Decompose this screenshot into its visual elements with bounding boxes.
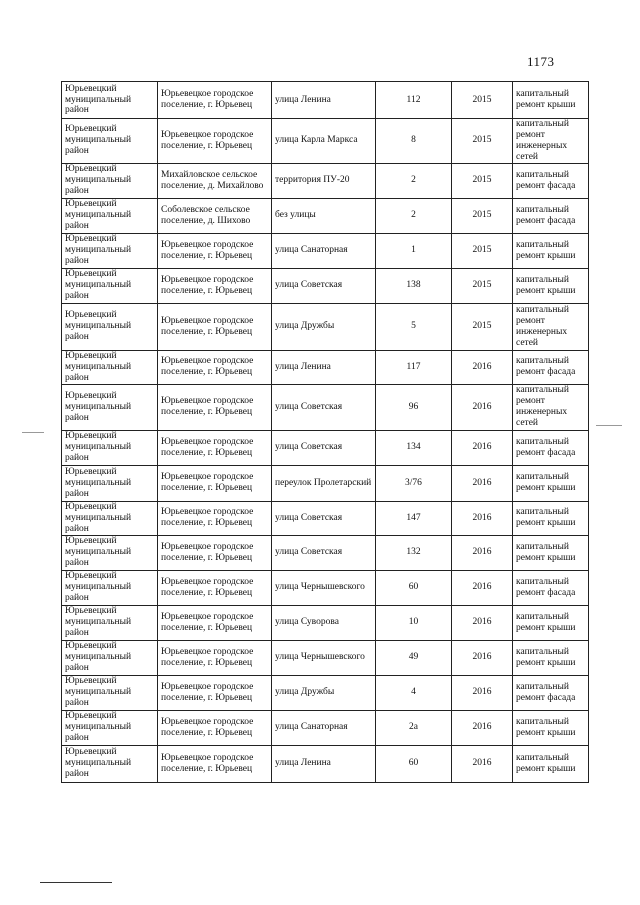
year-cell: 2016 [452,745,513,782]
house-number-cell: 1 [376,233,452,268]
street-cell: улица Советская [272,268,376,303]
house-number-cell: 49 [376,640,452,675]
street-cell: улица Советская [272,501,376,535]
street-cell: улица Карла Маркса [272,119,376,164]
district-cell: Юрьевецкий муниципальный район [62,675,158,710]
district-cell: Юрьевецкий муниципальный район [62,570,158,605]
house-number-cell: 60 [376,570,452,605]
district-cell: Юрьевецкий муниципальный район [62,384,158,430]
table-row [62,163,589,198]
repair-registry-table [61,81,589,783]
table-row [62,605,589,640]
year-cell: 2015 [452,119,513,164]
settlement-cell: Юрьевецкое городское поселение, г. Юрьевец [158,233,272,268]
table-row [62,119,589,164]
house-number-cell: 134 [376,430,452,465]
table-row [62,198,589,233]
district-cell: Юрьевецкий муниципальный район [62,233,158,268]
year-cell: 2016 [452,501,513,535]
table-body [62,82,589,783]
year-cell: 2016 [452,605,513,640]
settlement-cell: Юрьевецкое городское поселение, г. Юрьевец [158,465,272,501]
settlement-cell: Юрьевецкое городское поселение, г. Юрьевец [158,570,272,605]
work-type-cell: капитальный ремонт крыши [513,233,589,268]
street-cell: улица Чернышевского [272,640,376,675]
table-row [62,501,589,535]
table-row [62,640,589,675]
street-cell: улица Советская [272,384,376,430]
work-type-cell: капитальный ремонт фасада [513,430,589,465]
scan-mark-right [596,425,622,426]
house-number-cell: 8 [376,119,452,164]
year-cell: 2016 [452,384,513,430]
house-number-cell: 10 [376,605,452,640]
year-cell: 2015 [452,163,513,198]
table-row [62,384,589,430]
district-cell: Юрьевецкий муниципальный район [62,350,158,384]
house-number-cell: 138 [376,268,452,303]
year-cell: 2015 [452,82,513,119]
street-cell: улица Санаторная [272,233,376,268]
house-number-cell: 2 [376,198,452,233]
district-cell: Юрьевецкий муниципальный район [62,198,158,233]
district-cell: Юрьевецкий муниципальный район [62,535,158,570]
settlement-cell: Юрьевецкое городское поселение, г. Юрьевец [158,501,272,535]
year-cell: 2015 [452,303,513,350]
work-type-cell: капитальный ремонт крыши [513,640,589,675]
settlement-cell: Юрьевецкое городское поселение, г. Юрьевец [158,535,272,570]
table-row [62,465,589,501]
street-cell: без улицы [272,198,376,233]
year-cell: 2015 [452,268,513,303]
settlement-cell: Юрьевецкое городское поселение, г. Юрьевец [158,675,272,710]
footnote-rule [40,882,112,883]
year-cell: 2016 [452,570,513,605]
table-row [62,570,589,605]
settlement-cell: Юрьевецкое городское поселение, г. Юрьевец [158,710,272,745]
settlement-cell: Юрьевецкое городское поселение, г. Юрьевец [158,303,272,350]
district-cell: Юрьевецкий муниципальный район [62,465,158,501]
street-cell: улица Ленина [272,745,376,782]
year-cell: 2016 [452,535,513,570]
house-number-cell: 3/76 [376,465,452,501]
house-number-cell: 112 [376,82,452,119]
page-number: 1173 [527,54,555,69]
work-type-cell: капитальный ремонт фасада [513,198,589,233]
street-cell: улица Советская [272,535,376,570]
district-cell: Юрьевецкий муниципальный район [62,430,158,465]
settlement-cell: Юрьевецкое городское поселение, г. Юрьевец [158,384,272,430]
work-type-cell: капитальный ремонт фасада [513,163,589,198]
year-cell: 2016 [452,350,513,384]
table-row [62,233,589,268]
district-cell: Юрьевецкий муниципальный район [62,303,158,350]
year-cell: 2016 [452,430,513,465]
work-type-cell: капитальный ремонт крыши [513,82,589,119]
work-type-cell: капитальный ремонт крыши [513,501,589,535]
work-type-cell: капитальный ремонт инженерных сетей [513,303,589,350]
settlement-cell: Соболевское сельское поселение, д. Шихово [158,198,272,233]
settlement-cell: Юрьевецкое городское поселение, г. Юрьевец [158,350,272,384]
district-cell: Юрьевецкий муниципальный район [62,605,158,640]
district-cell: Юрьевецкий муниципальный район [62,710,158,745]
work-type-cell: капитальный ремонт крыши [513,710,589,745]
street-cell: улица Ленина [272,82,376,119]
street-cell: переулок Пролетарский [272,465,376,501]
settlement-cell: Юрьевецкое городское поселение, г. Юрьевец [158,605,272,640]
house-number-cell: 4 [376,675,452,710]
year-cell: 2016 [452,675,513,710]
settlement-cell: Юрьевецкое городское поселение, г. Юрьевец [158,119,272,164]
table-row [62,430,589,465]
house-number-cell: 2 [376,163,452,198]
work-type-cell: капитальный ремонт крыши [513,535,589,570]
settlement-cell: Юрьевецкое городское поселение, г. Юрьевец [158,640,272,675]
work-type-cell: капитальный ремонт фасада [513,570,589,605]
house-number-cell: 147 [376,501,452,535]
district-cell: Юрьевецкий муниципальный район [62,268,158,303]
district-cell: Юрьевецкий муниципальный район [62,163,158,198]
table-row [62,710,589,745]
table-row [62,745,589,782]
house-number-cell: 132 [376,535,452,570]
house-number-cell: 96 [376,384,452,430]
house-number-cell: 2а [376,710,452,745]
work-type-cell: капитальный ремонт крыши [513,745,589,782]
house-number-cell: 60 [376,745,452,782]
settlement-cell: Юрьевецкое городское поселение, г. Юрьевец [158,82,272,119]
year-cell: 2015 [452,233,513,268]
street-cell: территория ПУ-20 [272,163,376,198]
district-cell: Юрьевецкий муниципальный район [62,82,158,119]
year-cell: 2015 [452,198,513,233]
table-row [62,303,589,350]
district-cell: Юрьевецкий муниципальный район [62,501,158,535]
table-row [62,350,589,384]
table-row [62,675,589,710]
street-cell: улица Дружбы [272,303,376,350]
work-type-cell: капитальный ремонт крыши [513,268,589,303]
street-cell: улица Суворова [272,605,376,640]
street-cell: улица Чернышевского [272,570,376,605]
work-type-cell: капитальный ремонт инженерных сетей [513,384,589,430]
table-row [62,82,589,119]
year-cell: 2016 [452,710,513,745]
settlement-cell: Юрьевецкое городское поселение, г. Юрьевец [158,430,272,465]
settlement-cell: Михайловское сельское поселение, д. Михайлово [158,163,272,198]
house-number-cell: 5 [376,303,452,350]
street-cell: улица Советская [272,430,376,465]
work-type-cell: капитальный ремонт инженерных сетей [513,119,589,164]
street-cell: улица Санаторная [272,710,376,745]
table-row [62,268,589,303]
table-row [62,535,589,570]
house-number-cell: 117 [376,350,452,384]
year-cell: 2016 [452,465,513,501]
scan-mark-left [22,432,44,433]
work-type-cell: капитальный ремонт крыши [513,465,589,501]
street-cell: улица Ленина [272,350,376,384]
work-type-cell: капитальный ремонт крыши [513,605,589,640]
settlement-cell: Юрьевецкое городское поселение, г. Юрьевец [158,745,272,782]
settlement-cell: Юрьевецкое городское поселение, г. Юрьевец [158,268,272,303]
work-type-cell: капитальный ремонт фасада [513,675,589,710]
district-cell: Юрьевецкий муниципальный район [62,119,158,164]
year-cell: 2016 [452,640,513,675]
street-cell: улица Дружбы [272,675,376,710]
work-type-cell: капитальный ремонт фасада [513,350,589,384]
district-cell: Юрьевецкий муниципальный район [62,640,158,675]
district-cell: Юрьевецкий муниципальный район [62,745,158,782]
